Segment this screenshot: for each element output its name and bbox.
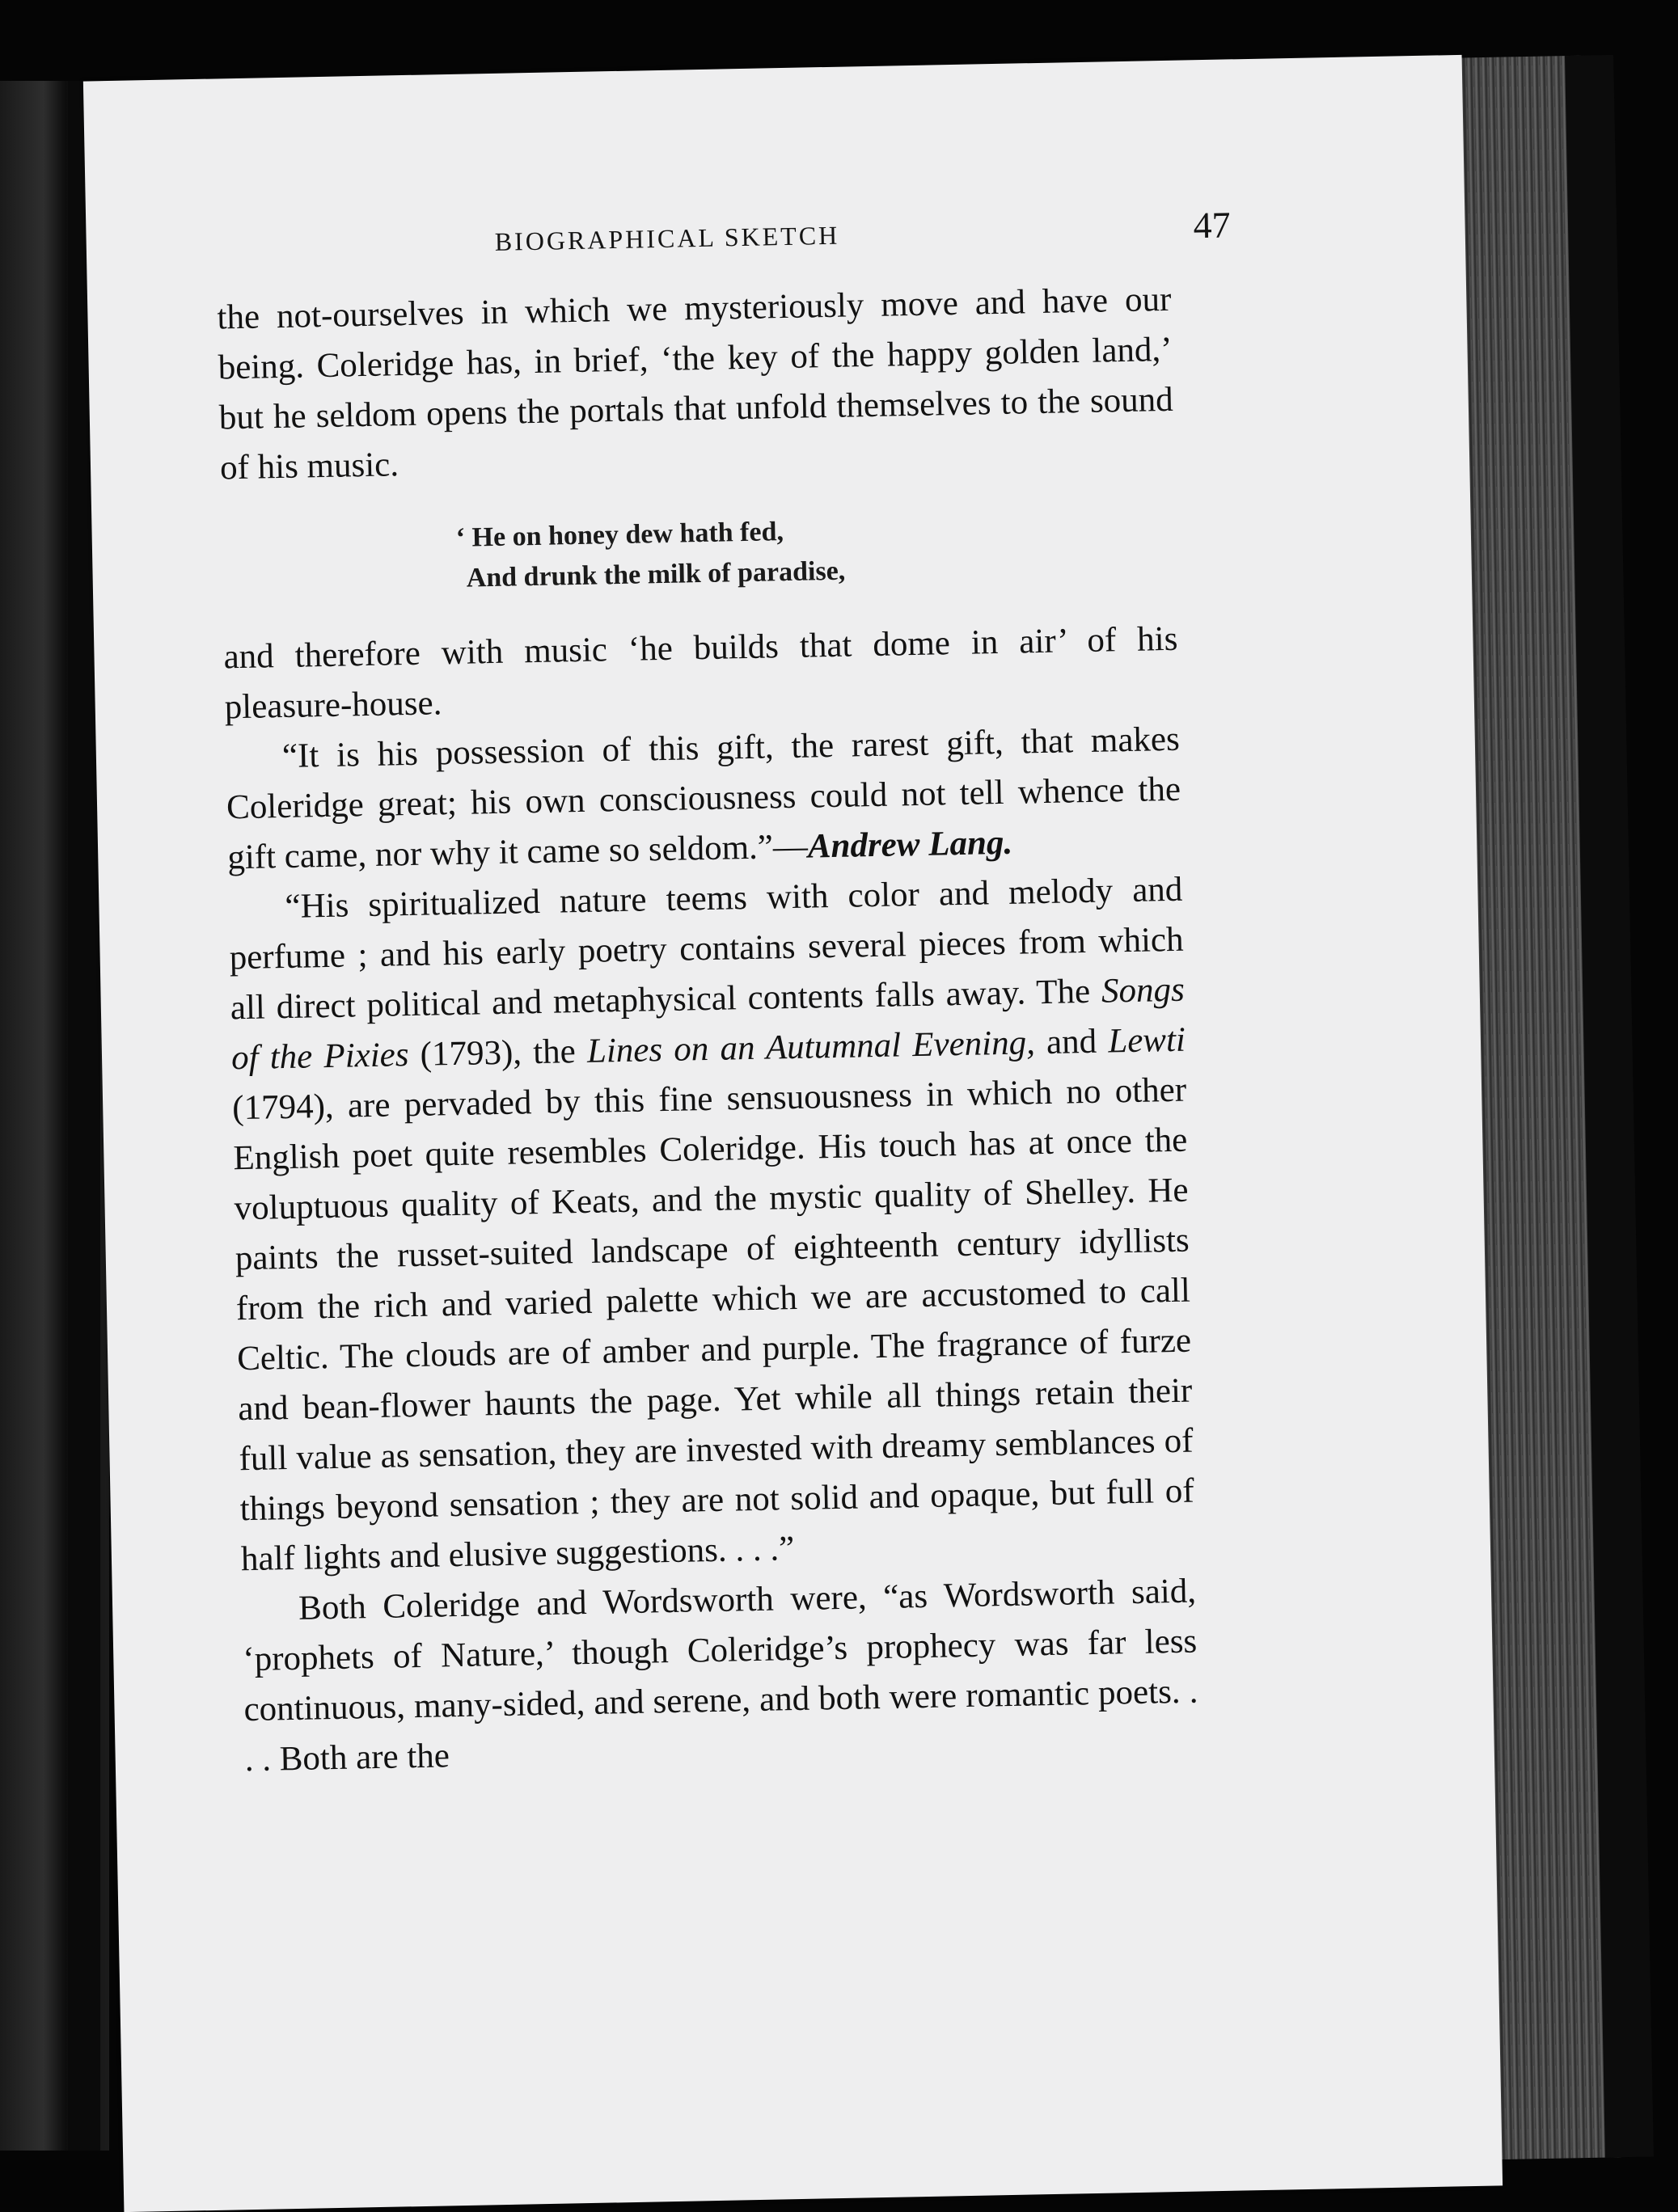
attribution-andrew-lang: Andrew Lang. (807, 823, 1013, 866)
paragraph-5: Both Coleridge and Wordsworth were, “as Wordsworth said, ‘prophets of Nature,’ though Coleridge’s prophecy was far less continuous, many-sided, and serene, and both were romantic poets. . . . Both are the (242, 1572, 1198, 1779)
paragraph-4 (228, 865, 1195, 1585)
paragraph-4-part-b: (1793), the (408, 1032, 588, 1074)
book-page (83, 55, 1503, 2212)
page-header (86, 199, 1465, 290)
verse-line-2: And drunk the milk of paradise, (466, 555, 846, 593)
title-lines-on-an-autumnal-evening: Lines on an Autumnal Evening, (586, 1024, 1036, 1070)
body-text (217, 275, 1199, 1785)
paragraph-1: the not-ourselves in which we mysteriously move and have our being. Coleridge has, in brief, ‘the key of the happy golden land,’ but he seldom opens the portals that unfold themselves to the sound of his music. (217, 280, 1174, 488)
paragraph-2: and therefore with music ‘he builds that dome in air’ of his pleasure-house. (223, 619, 1178, 727)
title-songs-of-the-pixies: Songs of the Pixies (230, 970, 1186, 1078)
running-head: BIOGRAPHICAL SKETCH (494, 220, 840, 256)
verse-line-1: ‘ He on honey dew hath fed, (455, 517, 784, 553)
paragraph-4-part-d: (1794), are pervaded by this fine sensuousness in which no other English poet quite resembles Coleridge. His touch has at once the voluptuous quality of Keats, and the mystic quality of Shelley. He paints the russet-suited landscape of eighteenth century idyllists from the rich and varied palette which we are accustomed to call Celtic. The clouds are of amber and purple. The fragrance of furze and bean-flower haunts the page. Yet while all things retain their full value as sensation, they are invested with dreamy semblances of things beyond sensation ; they are not solid and opaque, but full of half lights and elusive suggestions. . . .” (231, 1070, 1195, 1579)
paragraph-3-text: “It is his possession of this gift, the rarest gift, that makes Coleridge great; his own consciousness could not tell whence the gift came, nor why it came so seldom.”— (226, 720, 1181, 877)
verse-quote (221, 504, 1177, 604)
paragraph-3 (225, 715, 1181, 884)
title-lewti: Lewti (1107, 1020, 1186, 1061)
paragraph-4-part-c: and (1034, 1022, 1109, 1062)
paragraph-4-part-a: “His spiritualized nature teems with color and melody and perfume ; and his early poetry contains several pieces from which all direct political and metaphysical contents falls away. The (229, 870, 1184, 1028)
page-number: 47 (1193, 204, 1232, 247)
